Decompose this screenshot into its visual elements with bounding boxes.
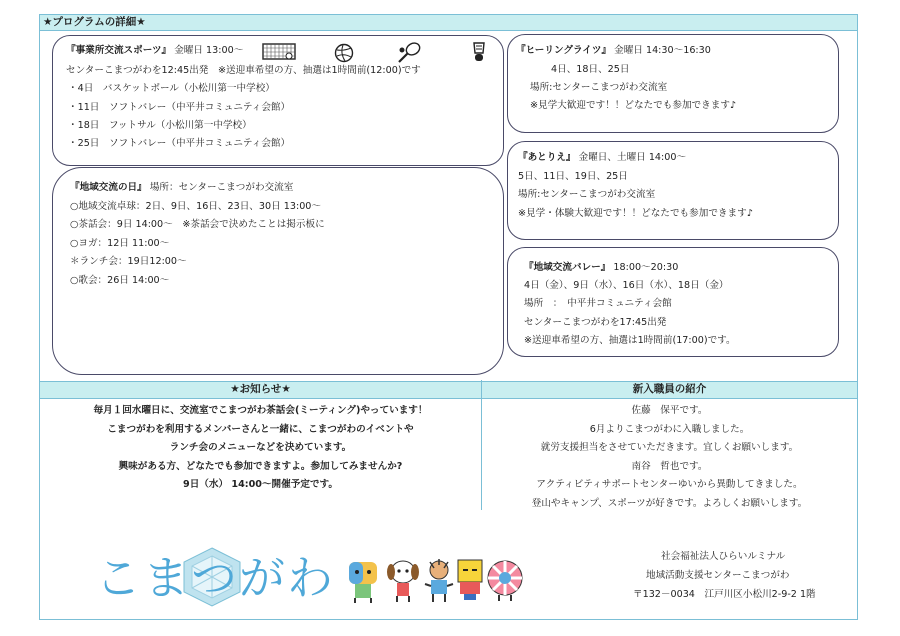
sports-title-line: [66, 45, 243, 57]
notice-line: こまつがわを利用するメンバーさんと一緒に、こまつがわのイベントや: [107, 424, 414, 435]
atelier-schedule: 金曜日、土曜日 14:00～: [578, 152, 687, 163]
notice-header: [40, 381, 481, 399]
mascot-characters-icon: [345, 556, 525, 604]
volleyball-line: ※送迎車希望の方、抽選は1時間前(17:00)です。: [524, 335, 736, 346]
sports-line: ・18日 フットサル（小松川第一中学校）: [68, 120, 252, 131]
footer-org: 社会福祉法人ひらいルミナル: [661, 551, 786, 562]
community-day-box: [52, 167, 504, 375]
sports-line: ・11日 ソフトバレー（中平井コミュニティ会館）: [68, 102, 291, 113]
staff-line: 6月よりこまつがわに入職しました。: [589, 424, 750, 435]
staff-header: [482, 381, 857, 399]
healing-line: 4日、18日、25日: [551, 64, 630, 75]
sports-schedule: 金曜日 13:00～: [174, 45, 244, 56]
sports-line: ・4日 バスケットボール（小松川第一中学校）: [68, 83, 275, 94]
community-line: ○ヨガ：12日 11:00～: [70, 238, 170, 249]
footer-center: 地域活動支援センターこまつがわ: [646, 570, 790, 581]
community-line: ○茶話会：9日 14:00～ ※茶話会で決めたことは掲示板に: [70, 219, 325, 230]
notice-line: 興味がある方、どなたでも参加できますよ。参加してみませんか?: [118, 461, 403, 472]
soccer-goal-icon: [262, 42, 296, 60]
community-line: ＊ランチ会：19日12:00～: [70, 256, 187, 267]
sports-title: 『事業所交流スポーツ』: [66, 45, 172, 56]
notice-line: 9日（水） 14:00～開催予定です。: [183, 479, 338, 490]
atelier-line: 場所:センターこまつがわ交流室: [518, 189, 656, 200]
notice-line: 毎月１回水曜日に、交流室でこまつがわ茶話会(ミーティング)やっています！: [93, 405, 428, 416]
volleyball-icon: [334, 43, 354, 63]
staff-line: アクティビティサポートセンターゆいから異動してきました。: [536, 479, 803, 490]
notice-line: ランチ会のメニューなどを決めています。: [169, 442, 352, 453]
staff-heading: 新入職員の紹介: [632, 383, 707, 395]
badminton-icon: [472, 41, 486, 63]
volleyball-title: 『地域交流バレー』: [524, 262, 611, 273]
program-header: [40, 15, 857, 31]
atelier-line: 5日、11日、19日、25日: [518, 171, 628, 182]
atelier-title-line: [518, 152, 686, 164]
community-line: ○歌会：26日 14:00～: [70, 275, 170, 286]
community-line: ○地域交流卓球：2日、9日、16日、23日、30日 13:00～: [70, 201, 321, 212]
healing-schedule: 金曜日 14:30～16:30: [614, 45, 711, 56]
volleyball-schedule: 18:00～20:30: [613, 262, 679, 273]
program-header-title: ★プログラムの詳細★: [43, 16, 146, 28]
footer-address: 〒132－0034 江戸川区小松川2-9-2 1階: [633, 589, 816, 600]
atelier-title: 『あとりえ』: [518, 152, 576, 163]
healing-line: ※見学大歓迎です！！どなたでも参加できます♪: [530, 100, 737, 111]
community-title-line: [70, 182, 293, 194]
tennis-racket-icon: [396, 42, 422, 64]
volleyball-line: 4日（金）、9日（水）、16日（水）、18日（金）: [524, 280, 729, 291]
healing-line: 場所:センターこまつがわ交流室: [530, 82, 668, 93]
staff-line: 登山やキャンプ、スポーツが好きです。よろしくお願いします。: [531, 498, 808, 509]
logo-text: こまつがわ: [95, 551, 335, 605]
volleyball-title-line: [524, 262, 678, 274]
volleyball-line: センターこまつがわを17:45出発: [524, 317, 667, 328]
volleyball-line: 場所 ： 中平井コミュニティ会館: [524, 298, 672, 309]
atelier-line: ※見学・体験大歓迎です！！どなたでも参加できます♪: [518, 208, 753, 219]
staff-line: 佐藤 保平です。: [631, 405, 708, 416]
community-place: 場所：センターこまつがわ交流室: [149, 182, 294, 193]
notice-heading: ★お知らせ★: [230, 383, 291, 395]
staff-line: 南谷 哲也です。: [631, 461, 708, 472]
staff-line: 就労支援担当をさせていただきます。宜しくお願いします。: [540, 442, 799, 453]
sports-line: センターこまつがわを12:45出発 ※送迎車希望の方、抽選は1時間前(12:00)です: [66, 65, 421, 76]
sports-line: ・25日 ソフトバレー（中平井コミュニティ会館）: [68, 138, 291, 149]
healing-title-line: [516, 45, 711, 57]
community-title: 『地域交流の日』: [70, 182, 147, 193]
healing-title: 『ヒーリングライツ』: [516, 45, 612, 56]
